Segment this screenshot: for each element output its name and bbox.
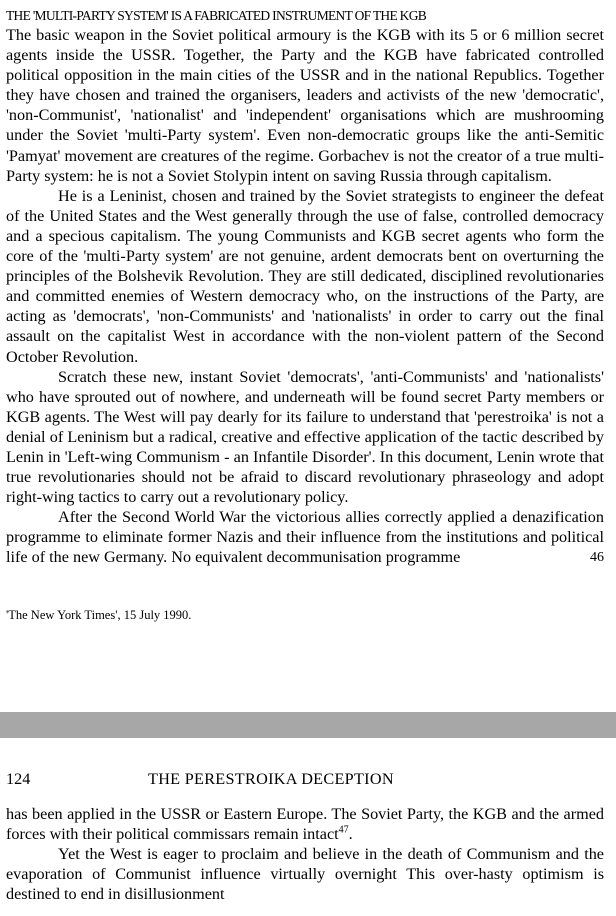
section-heading: THE 'MULTI-PARTY SYSTEM' IS A FABRICATED INSTRUMENT OF THE KGB — [6, 8, 427, 23]
paragraph-3: Scratch these new, instant Soviet 'democrats', 'anti-Communists' and 'nationalists' who have sprouted out of nowhere, and underneath will be found secret Party members or KGB agents. The West will pay dearly for its failure to understand that 'perestroika' is not a denial of Leninism but a radical, creative and effective application of the tactic described by Lenin in 'Left-wing Communism - an Infantile Disorder'. In this document, Lenin wrote that true revolutionaries should not be afraid to discard revolutionary phraseology and adopt right-wing tactics to carry out a revolutionary policy. — [6, 367, 604, 507]
continued-paragraph — [6, 804, 604, 844]
footnote: 'The New York Times', 15 July 1990. — [6, 608, 192, 622]
continued-paragraph-text: has been applied in the USSR or Eastern Europe. The Soviet Party, the KGB and the armed forces with their political commissars remain intact — [6, 805, 604, 844]
paragraph-1: The basic weapon in the Soviet political armoury is the KGB with its 5 or 6 million secret agents inside the USSR. Together, the Party and the KGB have fabricated controlled political opposition in the main cities of the USSR and in the national Republics. Together they have chosen and trained the organisers, leaders and activists of the new 'democratic', 'non-Communist', 'nationalist' and 'independent' organisations which are mushrooming under the Soviet 'multi-Party system'. Even non-democratic groups like the anti-Semitic 'Pamyat' movement are creatures of the regime. Gorbachev is not the creator of a true multi-Party system: he is not a Soviet Stolypin intent on saving Russia through capitalism. — [6, 26, 604, 185]
footnote-marker: 46 — [590, 550, 604, 566]
continued-paragraph-end: . — [348, 825, 353, 844]
running-title: THE PERESTROIKA DECEPTION — [148, 770, 394, 788]
paragraph-4 — [6, 507, 604, 567]
page-separator — [0, 712, 616, 738]
paragraph-yet-the-west: Yet the West is eager to proclaim and believe in the death of Communism and the evaporation of Communist influence virtually overnight This over-hasty optimism is destined to end in disillusionment — [6, 845, 604, 904]
paragraph-2: He is a Leninist, chosen and trained by the Soviet strategists to engineer the defeat of the United States and the West generally through the use of false, controlled democracy and a specious capitalism. The young Communists and KGB secret agents who form the core of the 'multi-Party system' are not genuine, ardent democrats bent on overturning the principles of the Bolshevik Revolution. They are still dedicated, disciplined revolutionaries and committed enemies of Western democracy who, on the instructions of the Party, are acting as 'democrats', 'non-Communists' and 'nationalists' in order to carry out the final assault on the capitalist West in accordance with the non-violent pattern of the Second October Revolution. — [6, 186, 604, 366]
footnote-reference: 47 — [338, 824, 349, 836]
paragraph-4-text: After the Second World War the victorious allies correctly applied a denazification programme to eliminate former Nazis and their influence from the institutions and political life of the new Germany. No equivalent decommunisation programme — [6, 508, 604, 567]
body-text-continued — [6, 804, 604, 904]
body-text — [6, 25, 604, 569]
page-number: 124 — [6, 770, 31, 788]
